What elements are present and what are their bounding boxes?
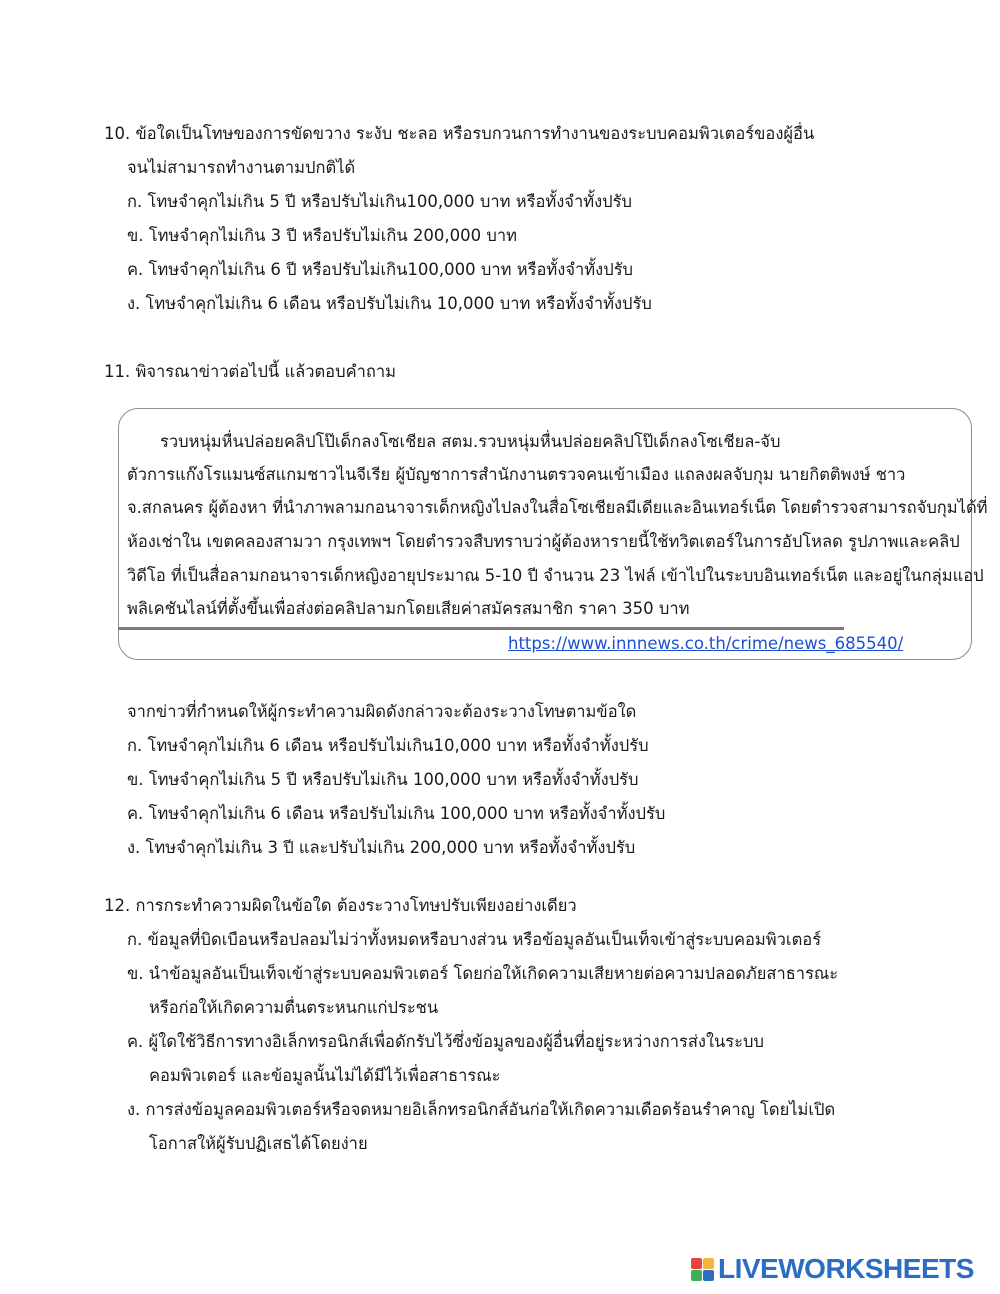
q11-option-c: ค. โทษจำคุกไม่เกิน 6 เดือน หรือปรับไม่เกิน 100,000 บาท หรือทั้งจำทั้งปรับ: [127, 804, 666, 823]
q10-option-d: ง. โทษจำคุกไม่เกิน 6 เดือน หรือปรับไม่เกิน 10,000 บาท หรือทั้งจำทั้งปรับ: [127, 294, 652, 313]
q11-prompt: จากข่าวที่กำหนดให้ผู้กระทำความผิดดังกล่าวจะต้องระวางโทษตามข้อใด: [127, 702, 637, 721]
q10-question-line1: 10. ข้อใดเป็นโทษของการขัดขวาง ระงับ ชะลอ หรือรบกวนการทำงานของระบบคอมพิวเตอร์ของผู้อื่น: [104, 124, 815, 143]
q12-option-c-line1: ค. ผู้ใดใช้วิธีการทางอิเล็กทรอนิกส์เพื่อดักรับไว้ซึ่งข้อมูลของผู้อื่นที่อยู่ระหว่างการส่งในระบบ: [127, 1032, 764, 1051]
news-line-5: วิดีโอ ที่เป็นสื่อลามกอนาจารเด็กหญิงอายุประมาณ 5-10 ปี จำนวน 23 ไฟล์ เข้าไปในระบบอินเทอร์เน็ต และอยู่ในกลุ่มแอป: [127, 566, 984, 585]
q11-option-a: ก. โทษจำคุกไม่เกิน 6 เดือน หรือปรับไม่เกิน10,000 บาท หรือทั้งจำทั้งปรับ: [127, 736, 649, 755]
q11-option-d: ง. โทษจำคุกไม่เกิน 3 ปี และปรับไม่เกิน 200,000 บาท หรือทั้งจำทั้งปรับ: [127, 838, 636, 857]
logo-square-green: [691, 1270, 702, 1281]
news-line-4: ห้องเช่าใน เขตคลองสามวา กรุงเทพฯ โดยตำรวจสืบทราบว่าผู้ต้องหารายนี้ใช้ทวิตเตอร์ในการอัปโหลด รูปภาพและคลิป: [127, 532, 960, 551]
logo-text: LIVEWORKSHEETS: [718, 1253, 974, 1284]
q10-option-a: ก. โทษจำคุกไม่เกิน 5 ปี หรือปรับไม่เกิน100,000 บาท หรือทั้งจำทั้งปรับ: [127, 192, 632, 211]
q10-question-line2: จนไม่สามารถทำงานตามปกติได้: [127, 158, 356, 177]
logo-square-blue: [703, 1270, 714, 1281]
logo-square-yellow: [703, 1258, 714, 1269]
news-source-link[interactable]: https://www.innnews.co.th/crime/news_685540/: [508, 634, 904, 653]
liveworksheets-logo[interactable]: [691, 1254, 974, 1284]
logo-grid-icon: [691, 1258, 714, 1281]
q12-question: 12. การกระทำความผิดในข้อใด ต้องระวางโทษปรับเพียงอย่างเดียว: [104, 896, 577, 915]
news-line-2: ตัวการแก๊งโรแมนซ์สแกมชาวไนจีเรีย ผู้บัญชาการสำนักงานตรวจคนเข้าเมือง แถลงผลจับกุม นายกิตติพงษ์ ชาว: [127, 465, 906, 484]
logo-square-red: [691, 1258, 702, 1269]
q12-option-d-line2: โอกาสให้ผู้รับปฏิเสธได้โดยง่าย: [149, 1134, 368, 1153]
news-line-3: จ.สกลนคร ผู้ต้องหา ที่นำภาพลามกอนาจารเด็กหญิงไปลงในสื่อโซเชียลมีเดียและอินเทอร์เน็ต โดยตำรวจสามารถจับกุมได้ที่: [127, 498, 988, 517]
q12-option-b-line2: หรือก่อให้เกิดความตื่นตระหนกแก่ประชน: [149, 998, 439, 1017]
q12-option-d-line1: ง. การส่งข้อมูลคอมพิวเตอร์หรือจดหมายอิเล็กทรอนิกส์อันก่อให้เกิดความเดือดร้อนรำคาญ โดยไม่เปิด: [127, 1100, 836, 1119]
news-divider: [118, 627, 844, 630]
news-line-1: รวบหนุ่มหื่นปล่อยคลิปโป๊เด็กลงโซเชียล สตม.รวบหนุ่มหื่นปล่อยคลิปโป๊เด็กลงโซเชียล-จับ: [160, 432, 781, 451]
q12-option-c-line2: คอมพิวเตอร์ และข้อมูลนั้นไม่ได้มีไว้เพื่อสาธารณะ: [149, 1066, 501, 1085]
news-line-6: พลิเคชันไลน์ที่ตั้งขึ้นเพื่อส่งต่อคลิปลามกโดยเสียค่าสมัครสมาชิก ราคา 350 บาท: [127, 599, 690, 618]
q12-option-a: ก. ข้อมูลที่บิดเบือนหรือปลอมไม่ว่าทั้งหมดหรือบางส่วน หรือข้อมูลอันเป็นเท็จเข้าสู่ระบบคอมพิวเตอร์: [127, 930, 822, 949]
q12-option-b-line1: ข. นำข้อมูลอันเป็นเท็จเข้าสู่ระบบคอมพิวเตอร์ โดยก่อให้เกิดความเสียหายต่อความปลอดภัยสาธารณะ: [127, 964, 839, 983]
q11-option-b: ข. โทษจำคุกไม่เกิน 5 ปี หรือปรับไม่เกิน 100,000 บาท หรือทั้งจำทั้งปรับ: [127, 770, 639, 789]
q10-option-b: ข. โทษจำคุกไม่เกิน 3 ปี หรือปรับไม่เกิน 200,000 บาท: [127, 226, 518, 245]
q10-option-c: ค. โทษจำคุกไม่เกิน 6 ปี หรือปรับไม่เกิน100,000 บาท หรือทั้งจำทั้งปรับ: [127, 260, 634, 279]
q11-question: 11. พิจารณาข่าวต่อไปนี้ แล้วตอบคำถาม: [104, 362, 397, 381]
